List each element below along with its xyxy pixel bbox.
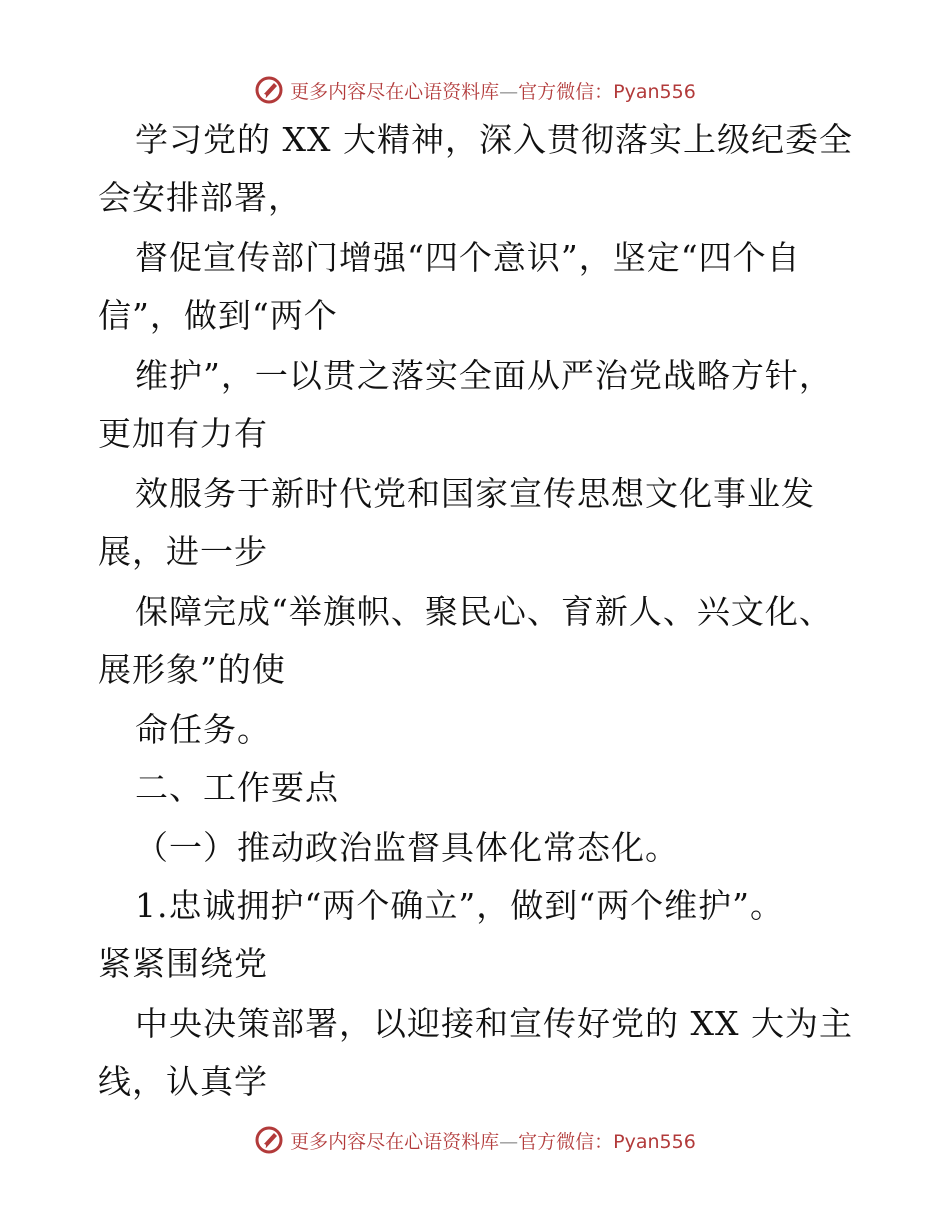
section-heading: 二、工作要点 [135,768,339,807]
body-line: 展，进一步 [98,532,268,571]
body-line: 1.忠诚拥护“两个确立”，做到“两个维护”。 [135,886,784,925]
body-line: 会安排部署， [98,178,302,217]
body-line: 保障完成“举旗帜、聚民心、育新人、兴文化、 [135,592,833,631]
footer-banner-text [290,1127,696,1154]
header-banner-text [290,77,696,104]
header-separator: — [499,80,519,103]
body-line: 紧紧围绕党 [98,944,268,983]
footer-separator: — [499,1130,519,1153]
footer-contact: 官方微信：Pyan556 [518,1130,696,1153]
body-line: 中央决策部署，以迎接和宣传好党的 XX 大为主 [135,1004,853,1043]
footer-brand: 更多内容尽在心语资料库 [290,1130,500,1153]
header-banner [0,70,950,110]
footer-banner [0,1120,950,1160]
body-line: 线，认真学 [98,1062,268,1101]
brand-logo-icon [254,1125,284,1155]
body-line: 督促宣传部门增强“四个意识”，坚定“四个自 [135,238,801,277]
body-line: 学习党的 XX 大精神，深入贯彻落实上级纪委全 [135,120,853,159]
body-line: 命任务。 [135,710,271,749]
brand-logo-icon [254,75,284,105]
body-line: 展形象”的使 [98,650,286,689]
body-line: 更加有力有 [98,414,268,453]
body-line: 信”，做到“两个 [98,296,338,335]
header-brand: 更多内容尽在心语资料库 [290,80,500,103]
body-line: 维护”，一以贯之落实全面从严治党战略方针， [135,356,833,395]
header-contact: 官方微信：Pyan556 [518,80,696,103]
subsection-heading: （一）推动政治监督具体化常态化。 [135,828,679,867]
body-line: 效服务于新时代党和国家宣传思想文化事业发 [135,474,815,513]
